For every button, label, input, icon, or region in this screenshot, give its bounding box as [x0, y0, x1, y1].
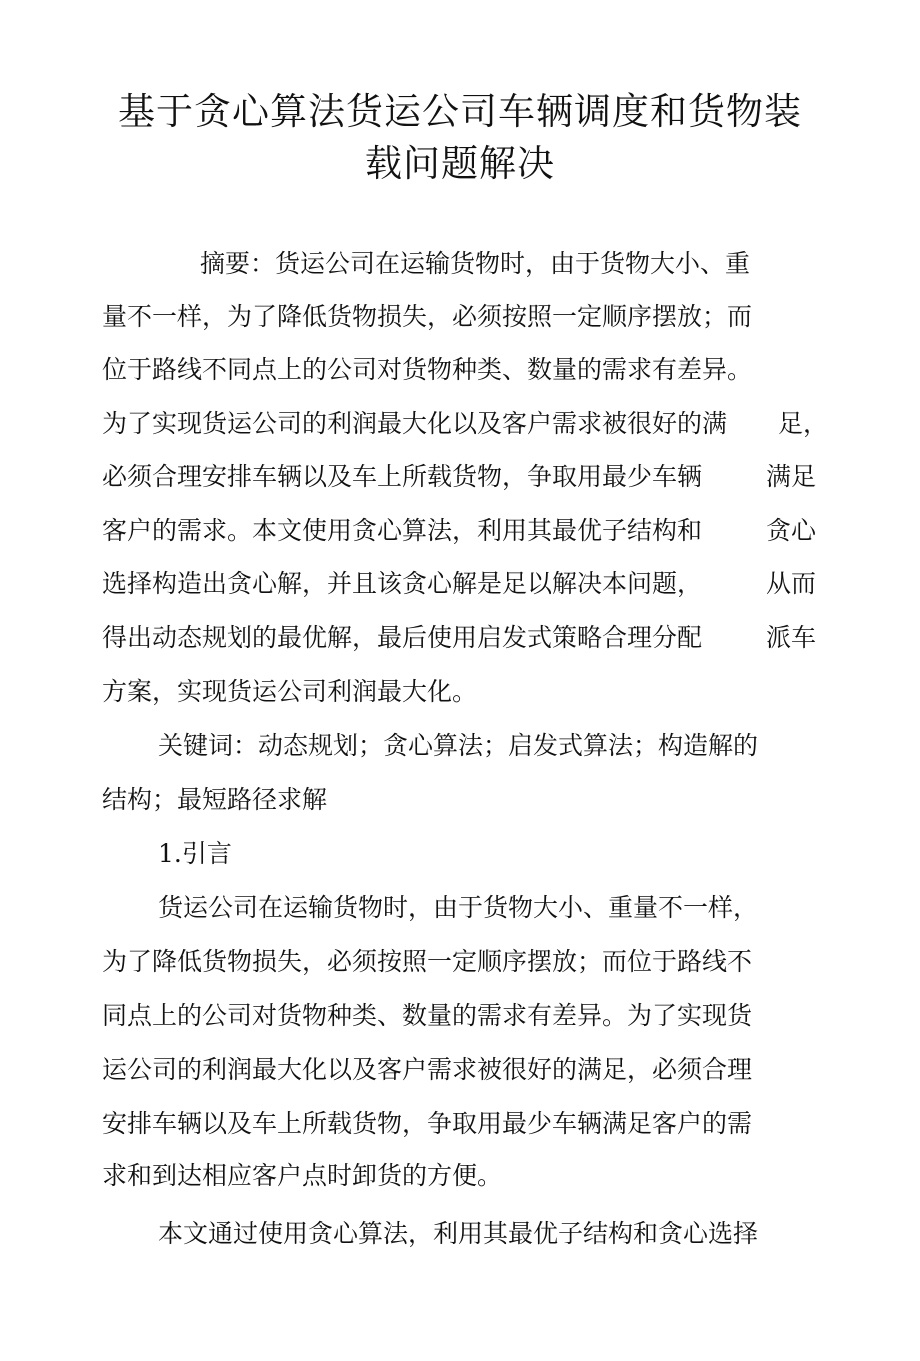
intro-paragraph-line-1: 货运公司在运输货物时，由于货物大小、重量不一样， — [158, 893, 759, 922]
abstract-line-3: 位于路线不同点上的公司对货物种类、数量的需求有差异。 — [102, 355, 753, 384]
abstract-line-7-tail: 从而 — [766, 569, 817, 598]
intro-paragraph-line-3: 同点上的公司对货物种类、数量的需求有差异。为了实现货 — [102, 1001, 753, 1030]
abstract-line-7-main: 选择构造出贪心解，并且该贪心解是足以解决本问题， — [102, 569, 703, 598]
abstract-line-4-main: 为了实现货运公司的利润最大化以及客户需求被很好的满 — [102, 409, 728, 438]
abstract-line-8-main: 得出动态规划的最优解，最后使用启发式策略合理分配 — [102, 623, 703, 652]
abstract-line-6 — [102, 513, 822, 549]
keywords-line-2: 结构；最短路径求解 — [102, 785, 328, 814]
intro-paragraph-line-2: 为了降低货物损失，必须按照一定顺序摆放；而位于路线不 — [102, 947, 753, 976]
abstract-line-8-tail: 派车 — [766, 623, 817, 652]
intro-paragraph-line-6: 求和到达相应客户点时卸货的方便。 — [102, 1161, 503, 1190]
abstract-line-5 — [102, 459, 822, 495]
document-title-line-1: 基于贪心算法货运公司车辆调度和货物装 — [118, 90, 802, 133]
method-paragraph-line-1: 本文通过使用贪心算法，利用其最优子结构和贪心选择 — [158, 1219, 759, 1248]
abstract-line-9: 方案，实现货运公司利润最大化。 — [102, 677, 478, 706]
abstract-line-6-main: 客户的需求。本文使用贪心算法，利用其最优子结构和 — [102, 516, 703, 545]
abstract-line-4 — [102, 406, 829, 442]
abstract-line-5-tail: 满足 — [766, 462, 817, 491]
intro-paragraph-line-5: 安排车辆以及车上所载货物，争取用最少车辆满足客户的需 — [102, 1109, 753, 1138]
abstract-line-1: 摘要：货运公司在运输货物时，由于货物大小、重 — [200, 249, 751, 278]
section-heading: 1.引言 — [158, 839, 232, 868]
abstract-line-7 — [102, 566, 822, 602]
abstract-line-5-main: 必须合理安排车辆以及车上所载货物，争取用最少车辆 — [102, 462, 703, 491]
abstract-line-4-tail: 足， — [778, 409, 829, 438]
abstract-line-6-tail: 贪心 — [766, 516, 817, 545]
keywords-line-1: 关键词：动态规划；贪心算法；启发式算法；构造解的 — [158, 731, 759, 760]
abstract-line-8 — [102, 620, 822, 656]
abstract-line-2: 量不一样，为了降低货物损失，必须按照一定顺序摆放；而 — [102, 302, 753, 331]
document-title-line-2: 载问题解决 — [365, 142, 555, 185]
intro-paragraph-line-4: 运公司的利润最大化以及客户需求被很好的满足，必须合理 — [102, 1055, 753, 1084]
